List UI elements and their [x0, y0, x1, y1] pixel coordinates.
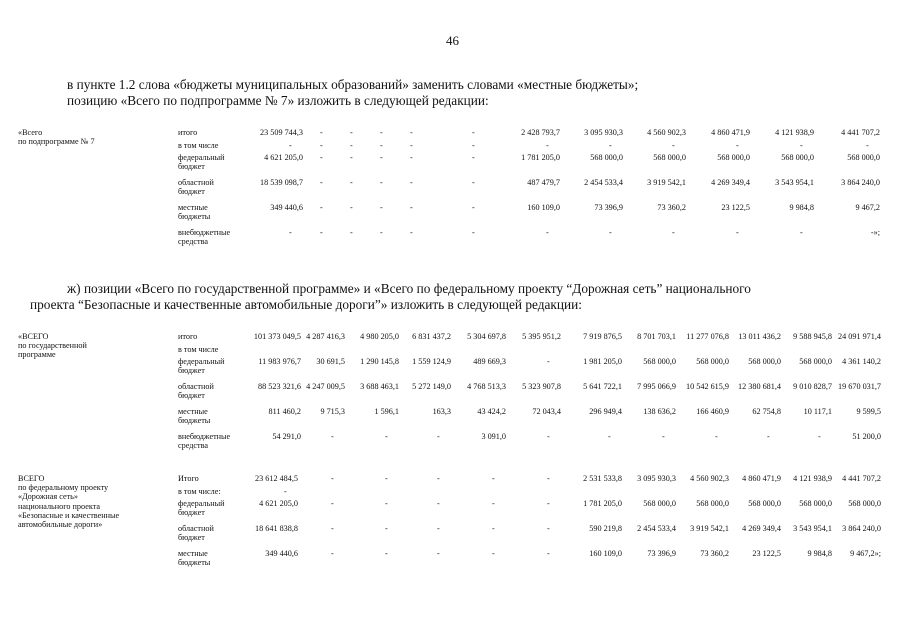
table-cell: 4 560 902,3 — [647, 128, 686, 137]
table-cell: - — [410, 153, 413, 162]
row-name — [178, 382, 214, 400]
row-name — [178, 153, 225, 171]
table-cell: 3 095 930,3 — [584, 128, 623, 137]
row-name-line: бюджет — [178, 187, 205, 197]
row-name-line: областной — [178, 178, 214, 187]
table-cell: 72 043,4 — [532, 407, 561, 416]
table-cell: 568 000,0 — [590, 153, 623, 162]
table-cell: - — [547, 474, 550, 483]
table-cell: 5 395 951,2 — [522, 332, 561, 341]
table-cell: 7 995 066,9 — [637, 382, 676, 391]
table-cell: 23 612 484,5 — [255, 474, 298, 483]
table-cell: - — [380, 128, 383, 137]
row-name-line: средства — [178, 441, 209, 451]
table-cell: 2 428 793,7 — [521, 128, 560, 137]
table-cell: - — [609, 141, 612, 150]
row-name-line: итого — [178, 332, 198, 341]
row-name-line: итого — [178, 128, 198, 137]
table-cell: - — [866, 141, 869, 150]
row-name-line: бюджет — [178, 533, 205, 543]
table-cell: 2 454 533,4 — [584, 178, 623, 187]
table-cell: - — [320, 153, 323, 162]
table-cell: 101 373 049,5 — [253, 332, 301, 341]
table-cell: 3 543 954,1 — [793, 524, 832, 533]
table-cell: 73 360,2 — [657, 203, 686, 212]
table-cell: - — [547, 432, 550, 441]
table-cell: 1 596,1 — [374, 407, 399, 416]
table-cell: 4 269 349,4 — [742, 524, 781, 533]
table-cell: 1 290 145,8 — [360, 357, 399, 366]
row-name — [178, 524, 214, 542]
row-name-line: в том числе: — [178, 487, 221, 496]
table-cell: 568 000,0 — [643, 357, 676, 366]
table-cell: 54 291,0 — [272, 432, 301, 441]
row-name — [178, 487, 221, 496]
table-cell: 5 641 722,1 — [583, 382, 622, 391]
row-name — [178, 407, 210, 425]
table-cell: 73 396,9 — [647, 549, 676, 558]
table-cell: - — [472, 178, 475, 187]
paragraph-zh — [30, 281, 751, 313]
table-cell: 1 559 124,9 — [412, 357, 451, 366]
table-cell: 166 460,9 — [696, 407, 729, 416]
table-cell: - — [350, 153, 353, 162]
table-cell: 4 287 416,3 — [306, 332, 345, 341]
paragraph-zh-line-2: проекта “Безопасные и качественные автомобильные дороги”» изложить в следующей редакции: — [30, 297, 582, 312]
row-name-line: федеральный — [178, 153, 225, 162]
table-cell: 568 000,0 — [653, 153, 686, 162]
table-cell: 1 781 205,0 — [521, 153, 560, 162]
table-cell: - — [331, 524, 334, 533]
table-cell: 568 000,0 — [799, 499, 832, 508]
table-cell: - — [672, 141, 675, 150]
table-cell: - — [472, 153, 475, 162]
table-cell: - — [331, 432, 334, 441]
row-name — [178, 228, 230, 246]
row-name-line: бюджет — [178, 508, 205, 518]
row-name — [178, 203, 210, 221]
table-cell: - — [380, 153, 383, 162]
table-cell: 73 396,9 — [594, 203, 623, 212]
row-name — [178, 474, 199, 483]
table-cell: - — [410, 128, 413, 137]
table-cell: - — [472, 141, 475, 150]
table-cell: 12 380 681,4 — [738, 382, 781, 391]
row-name — [178, 128, 197, 137]
table-cell: - — [331, 474, 334, 483]
table-cell: - — [492, 549, 495, 558]
table-label-line: по государственной — [18, 341, 87, 351]
table-cell: 1 781 205,0 — [583, 499, 622, 508]
row-name-line: в том числе — [178, 345, 219, 354]
table-cell: - — [800, 141, 803, 150]
table-label — [18, 332, 87, 360]
table-cell: - — [800, 228, 803, 237]
table-cell: - — [380, 228, 383, 237]
row-name-line: бюджет — [178, 391, 205, 401]
row-name — [178, 332, 197, 341]
table-cell: 51 200,0 — [852, 432, 881, 441]
row-name — [178, 357, 225, 375]
table-cell: - — [547, 357, 550, 366]
table-label — [18, 474, 119, 529]
table-cell: 23 122,5 — [721, 203, 750, 212]
table-cell: 4 980 205,0 — [360, 332, 399, 341]
table-cell: - — [284, 487, 287, 496]
table-cell: - — [385, 432, 388, 441]
intro-line-2: позицию «Всего по подпрограмме № 7» изложить в следующей редакции: — [67, 93, 489, 108]
table-label-line: ВСЕГО — [18, 474, 45, 483]
table-cell: 568 000,0 — [748, 357, 781, 366]
table-cell: - — [350, 228, 353, 237]
table-cell: 568 000,0 — [799, 357, 832, 366]
table-cell: - — [320, 141, 323, 150]
row-name-line: средства — [178, 237, 209, 247]
table-cell: 9 984,8 — [789, 203, 814, 212]
table-cell: - — [546, 141, 549, 150]
table-cell: - — [350, 128, 353, 137]
table-cell: 349 440,6 — [270, 203, 303, 212]
table-cell: 7 919 876,5 — [583, 332, 622, 341]
table-label-line: «ВСЕГО — [18, 332, 49, 341]
table-label-line: «Всего — [18, 128, 43, 137]
row-name-line: внебюджетные — [178, 228, 231, 237]
table-cell: 4 441 707,2 — [842, 474, 881, 483]
table-cell: 5 323 907,8 — [522, 382, 561, 391]
table-cell: - — [350, 203, 353, 212]
table-cell: 811 460,2 — [268, 407, 301, 416]
table-cell: 13 011 436,2 — [738, 332, 781, 341]
table-cell: 9 467,2»; — [850, 549, 881, 558]
table-cell: - — [289, 141, 292, 150]
table-cell: 18 641 838,8 — [255, 524, 298, 533]
table-cell: - — [385, 524, 388, 533]
table-cell: 3 091,0 — [481, 432, 506, 441]
table-label-line: национального проекта — [18, 501, 101, 511]
paragraph-zh-line-1: ж) позиции «Всего по государственной программе» и «Всего по федеральному проекту “Дорожная сеть” национального — [67, 281, 751, 296]
table-cell: 23 509 744,3 — [260, 128, 303, 137]
table-cell: - — [289, 228, 292, 237]
table-cell: 3 095 930,3 — [637, 474, 676, 483]
table-cell: 4 860 471,9 — [742, 474, 781, 483]
table-cell: - — [320, 203, 323, 212]
table-cell: 10 542 615,9 — [686, 382, 729, 391]
table-cell: - — [410, 141, 413, 150]
table-cell: 590 219,8 — [589, 524, 622, 533]
table-cell: - — [818, 432, 821, 441]
table-cell: - — [472, 128, 475, 137]
intro-line-1: в пункте 1.2 слова «бюджеты муниципальных образований» заменить словами «местные бюджеты»; — [67, 77, 639, 92]
table-cell: 4 121 938,9 — [775, 128, 814, 137]
table-cell: 3 864 240,0 — [842, 524, 881, 533]
table-cell: 4 269 349,4 — [711, 178, 750, 187]
table-cell: - — [410, 228, 413, 237]
row-name-line: внебюджетные — [178, 432, 231, 441]
table-cell: 4 768 513,3 — [467, 382, 506, 391]
intro-paragraph — [67, 77, 638, 109]
table-cell: - — [608, 432, 611, 441]
table-cell: 4 621 205,0 — [259, 499, 298, 508]
table-cell: 19 670 031,7 — [838, 382, 881, 391]
table-cell: 568 000,0 — [748, 499, 781, 508]
table-cell: 4 860 471,9 — [711, 128, 750, 137]
table-cell: - — [662, 432, 665, 441]
table-cell: 2 531 533,8 — [583, 474, 622, 483]
table-cell: 568 000,0 — [847, 153, 880, 162]
table-cell: 9 984,8 — [807, 549, 832, 558]
table-label-line: «Безопасные и качественные — [18, 510, 120, 520]
table-cell: 10 117,1 — [803, 407, 832, 416]
table-cell: 487 479,7 — [527, 178, 560, 187]
table-cell: - — [547, 499, 550, 508]
row-name-line: местные — [178, 549, 208, 558]
row-name-line: Итого — [178, 474, 199, 483]
table-cell: 349 440,6 — [265, 549, 298, 558]
table-cell: 3 919 542,1 — [690, 524, 729, 533]
table-cell: 489 669,3 — [473, 357, 506, 366]
table-cell: 4 441 707,2 — [841, 128, 880, 137]
table-cell: 11 277 076,8 — [686, 332, 729, 341]
table-cell: 23 122,5 — [752, 549, 781, 558]
row-name-line: бюджеты — [178, 212, 211, 222]
table-cell: - — [472, 203, 475, 212]
table-cell: - — [492, 524, 495, 533]
table-cell: 568 000,0 — [643, 499, 676, 508]
table-cell: - — [410, 178, 413, 187]
table-cell: 9 588 945,8 — [793, 332, 832, 341]
table-cell: 3 543 954,1 — [775, 178, 814, 187]
table-cell: 9 010 828,7 — [793, 382, 832, 391]
table-cell: 568 000,0 — [781, 153, 814, 162]
table-cell: - — [385, 474, 388, 483]
table-cell: - — [385, 499, 388, 508]
table-cell: 18 539 098,7 — [260, 178, 303, 187]
row-name-line: областной — [178, 524, 214, 533]
table-cell: - — [609, 228, 612, 237]
row-name-line: областной — [178, 382, 214, 391]
table-label — [18, 128, 95, 146]
table-cell: 568 000,0 — [696, 499, 729, 508]
table-cell: - — [736, 141, 739, 150]
row-name — [178, 141, 218, 150]
table-cell: - — [385, 549, 388, 558]
table-cell: - — [350, 178, 353, 187]
table-cell: - — [320, 228, 323, 237]
table-cell: - — [437, 549, 440, 558]
table-cell: - — [492, 499, 495, 508]
table-cell: 4 621 205,0 — [264, 153, 303, 162]
table-cell: - — [320, 178, 323, 187]
table-cell: 5 304 697,8 — [467, 332, 506, 341]
table-cell: - — [715, 432, 718, 441]
table-cell: - — [767, 432, 770, 441]
table-cell: 9 715,3 — [320, 407, 345, 416]
table-cell: - — [331, 499, 334, 508]
table-cell: - — [472, 228, 475, 237]
table-cell: - — [546, 228, 549, 237]
table-cell: 62 754,8 — [752, 407, 781, 416]
table-cell: 30 691,5 — [316, 357, 345, 366]
table-cell: - — [320, 128, 323, 137]
row-name — [178, 499, 225, 517]
row-name-line: федеральный — [178, 357, 225, 366]
table-cell: - — [380, 178, 383, 187]
row-name — [178, 178, 214, 196]
table-cell: - — [437, 474, 440, 483]
table-cell: 163,3 — [432, 407, 451, 416]
table-cell: 8 701 703,1 — [637, 332, 676, 341]
table-cell: 1 981 205,0 — [583, 357, 622, 366]
table-cell: 160 109,0 — [589, 549, 622, 558]
table-cell: 4 560 902,3 — [690, 474, 729, 483]
table-label-line: «Дорожная сеть» — [18, 492, 79, 502]
table-cell: - — [547, 524, 550, 533]
table-cell: - — [410, 203, 413, 212]
table-label-line: по подпрограмме № 7 — [18, 137, 95, 147]
table-cell: 5 272 149,0 — [412, 382, 451, 391]
table-cell: 24 091 971,4 — [838, 332, 881, 341]
table-cell: 6 831 437,2 — [412, 332, 451, 341]
row-name — [178, 432, 230, 450]
table-cell: 568 000,0 — [696, 357, 729, 366]
table-cell: - — [437, 524, 440, 533]
table-cell: - — [437, 499, 440, 508]
table-cell: 568 000,0 — [848, 499, 881, 508]
row-name-line: бюджет — [178, 366, 205, 376]
row-name-line: федеральный — [178, 499, 225, 508]
table-cell: 296 949,4 — [589, 407, 622, 416]
table-cell: - — [380, 141, 383, 150]
row-name-line: местные — [178, 407, 208, 416]
row-name-line: бюджеты — [178, 416, 211, 426]
table-cell: - — [380, 203, 383, 212]
table-cell: - — [331, 549, 334, 558]
table-cell: 9 467,2 — [855, 203, 880, 212]
table-cell: 4 121 938,9 — [793, 474, 832, 483]
table-cell: 4 247 009,5 — [306, 382, 345, 391]
table-cell: 2 454 533,4 — [637, 524, 676, 533]
row-name — [178, 549, 210, 567]
table-label-line: по федеральному проекту — [18, 483, 109, 493]
table-cell: 568 000,0 — [717, 153, 750, 162]
table-cell: 11 983 976,7 — [258, 357, 301, 366]
table-cell: - — [672, 228, 675, 237]
table-cell: 4 361 140,2 — [842, 357, 881, 366]
table-cell: - — [736, 228, 739, 237]
table-cell: 88 523 321,6 — [258, 382, 301, 391]
table-cell: 3 864 240,0 — [841, 178, 880, 187]
row-name-line: бюджеты — [178, 558, 211, 568]
table-cell: 138 636,2 — [643, 407, 676, 416]
table-cell: 3 919 542,1 — [647, 178, 686, 187]
table-cell: - — [437, 432, 440, 441]
table-cell: 43 424,2 — [477, 407, 506, 416]
table-cell: - — [547, 549, 550, 558]
table-label-line: программе — [18, 350, 56, 360]
page-number: 46 — [446, 33, 459, 48]
table-cell: 3 688 463,1 — [360, 382, 399, 391]
row-name-line: в том числе — [178, 141, 219, 150]
table-cell: - — [350, 141, 353, 150]
table-cell: -»; — [870, 228, 880, 237]
table-cell: 9 599,5 — [856, 407, 881, 416]
table-cell: 160 109,0 — [527, 203, 560, 212]
row-name-line: бюджет — [178, 162, 205, 172]
table-cell: 73 360,2 — [700, 549, 729, 558]
table-label-line: автомобильные дороги» — [18, 520, 103, 530]
row-name — [178, 345, 218, 354]
table-cell: - — [492, 474, 495, 483]
row-name-line: местные — [178, 203, 208, 212]
